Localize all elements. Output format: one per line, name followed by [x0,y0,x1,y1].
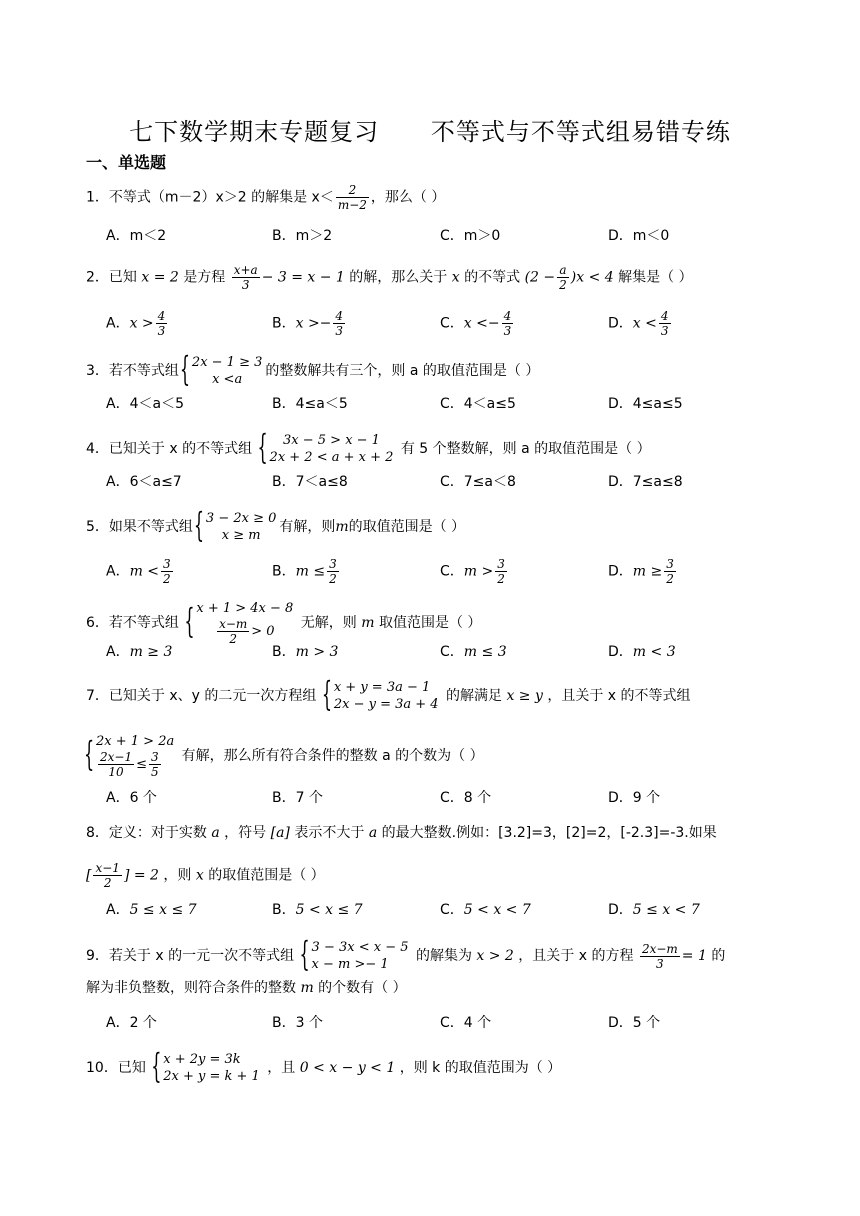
option-a[interactable]: A．6 个 [106,790,157,806]
question-5: 5．如果不等式组 { 3 − 2x ≥ 0 x ≥ m 有解，则m的取值范围是（ ） [86,510,465,544]
option-a[interactable]: A．5 ≤ x ≤ 7 [106,902,197,918]
question-1: 1．不等式（m－2）x＞2 的解集是 x＜ $\frac{2}{m-2}$ ，那么（ ） [86,183,446,212]
option-b[interactable]: B．4≤a＜5 [272,396,348,412]
question-10: 10．已知 { x + 2y = 3k 2x + y = k + 1 ，且 0 < x − y < 1 ，则 k 的取值范围为（ ） [86,1051,561,1085]
fraction: $\frac{2}{m-2}$ [337,183,367,212]
option-c[interactable]: C．4 个 [440,1015,492,1031]
option-b[interactable]: B．3 个 [272,1015,323,1031]
option-b[interactable]: B．m > 3 [272,644,339,660]
question-6: 6．若不等式组 { x + 1 > 4x − 8 $\frac{x-m}{2}$ > 0 无解，则 m 取值范围是（ ） [86,600,481,646]
option-a[interactable]: A．2 个 [106,1015,157,1031]
option-b[interactable]: B．7 个 [272,790,323,806]
question-4: 4．已知关于 x 的不等式组 { 3x − 5 > x − 1 2x + 2 < a + x + 2 有 5 个整数解，则 a 的取值范围是（ ） [86,432,651,466]
equation-system: { 3x − 5 > x − 1 2x + 2 < a + x + 2 [260,432,394,466]
option-c[interactable]: C．x <− $\frac{4}{3}$ [440,309,512,338]
option-b[interactable]: B．5 < x ≤ 7 [272,902,363,918]
question-3: 3．若不等式组 { 2x − 1 ≥ 3 x <a 的整数解共有三个，则 a 的取值范围是（ ） [86,354,539,388]
option-c[interactable]: C．8 个 [440,790,492,806]
option-d[interactable]: D．5 ≤ x < 7 [608,902,700,918]
option-a[interactable]: A．x > $\frac{4}{3}$ [106,309,166,338]
option-a[interactable]: A．6＜a≤7 [106,474,182,490]
option-a[interactable]: A．m ≥ 3 [106,644,173,660]
section-heading: 一、单选题 [86,153,167,172]
option-d[interactable]: D．5 个 [608,1015,661,1031]
option-b[interactable]: B．7＜a≤8 [272,474,348,490]
option-d[interactable]: D．m＜0 [608,228,670,244]
option-c[interactable]: C．m＞0 [440,228,501,244]
question-2: 2．已知 x = 2 是方程 $\frac{x+a}{3}$ − 3 = x − 1 的解，那么关于 x 的不等式 (2 − $\frac{a}{2}$ )x < 4 解集是（ ） [86,263,693,292]
option-d[interactable]: D．m < 3 [608,644,676,660]
option-a[interactable]: A．m < $\frac{3}{2}$ [106,557,171,586]
question-8: 8．定义：对于实数 a ，符号 [a] 表示不大于 a 的最大整数.例如：[3.2]=3，[2]=2，[-2.3]=-3.如果 [86,825,717,841]
equation-system: { 2x + 1 > 2a $\frac{2x-1}{10}$ ≤ $\frac{3}{5}$ [86,733,174,779]
option-b[interactable]: B．m＞2 [272,228,333,244]
option-d[interactable]: D．x < $\frac{4}{3}$ [608,309,669,338]
question-7: 7．已知关于 x、y 的二元一次方程组 { x + y = 3a − 1 2x − y = 3a + 4 的解满足 x ≥ y ，且关于 x 的不等式组 [86,679,691,713]
page-title: 七下数学期末专题复习 不等式与不等式组易错专练 [129,118,731,146]
option-c[interactable]: C．4＜a≤5 [440,396,516,412]
equation-system: { 2x − 1 ≥ 3 x <a [182,354,262,388]
equation-system: { x + y = 3a − 1 2x − y = 3a + 4 [324,679,439,713]
equation-system: { 3 − 2x ≥ 0 x ≥ m [196,510,276,544]
question-7-line-2: { 2x + 1 > 2a $\frac{2x-1}{10}$ ≤ $\frac{3}{5}$ 有解，那么所有符合条件的整数 a 的个数为（ ） [86,733,484,779]
equation-system: { 3 − 3x < x − 5 x − m >− 1 [302,939,409,973]
equation-system: { x + 1 > 4x − 8 $\frac{x-m}{2}$ > 0 [186,600,293,646]
option-a[interactable]: A．m＜2 [106,228,167,244]
option-d[interactable]: D．m ≥ $\frac{3}{2}$ [608,557,674,586]
option-c[interactable]: C．5 < x < 7 [440,902,531,918]
equation-system: { x + 2y = 3k 2x + y = k + 1 [153,1051,260,1085]
question-8-line-2: [ $\frac{x-1}{2}$ ] = 2 ，则 x 的取值范围是（ ） [86,861,325,890]
question-9: 9．若关于 x 的一元一次不等式组 { 3 − 3x < x − 5 x − m >− 1 的解集为 x > 2 ，且关于 x 的方程 $\frac{2x-m}{3}$ = 1 的 [86,939,725,973]
option-d[interactable]: D．4≤a≤5 [608,396,683,412]
option-c[interactable]: C．m ≤ 3 [440,644,507,660]
option-c[interactable]: C．m > $\frac{3}{2}$ [440,557,505,586]
option-b[interactable]: B．m ≤ $\frac{3}{2}$ [272,557,337,586]
option-d[interactable]: D．7≤a≤8 [608,474,683,490]
option-d[interactable]: D．9 个 [608,790,661,806]
question-9-line-2: 解为非负整数，则符合条件的整数 m 的个数有（ ） [86,980,407,996]
option-a[interactable]: A．4＜a＜5 [106,396,184,412]
option-c[interactable]: C．7≤a＜8 [440,474,516,490]
option-b[interactable]: B．x >− $\frac{4}{3}$ [272,309,344,338]
